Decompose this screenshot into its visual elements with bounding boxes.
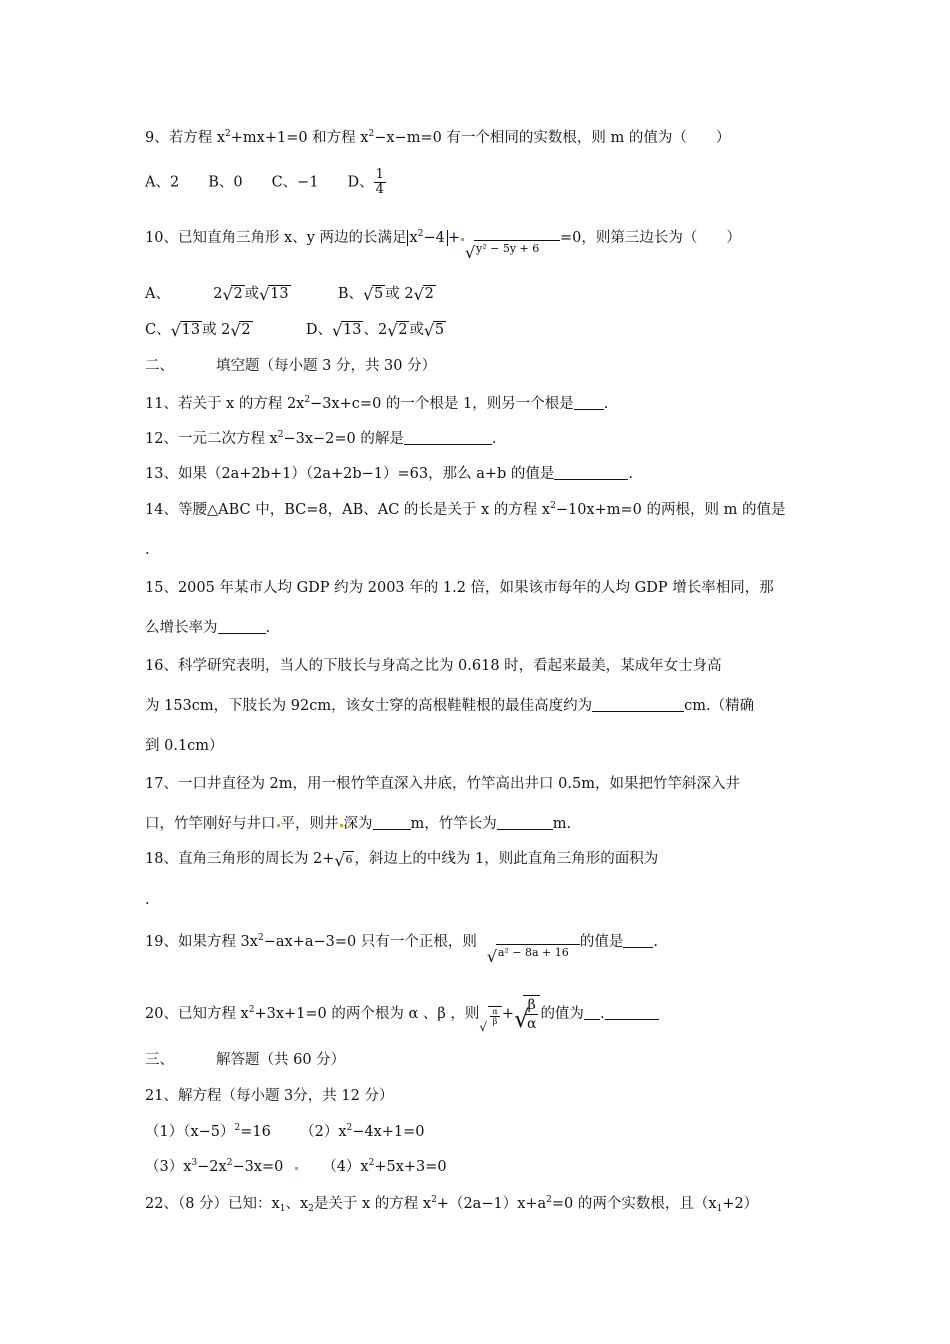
q12-answer-blank[interactable] xyxy=(404,430,492,445)
question-16-line2: 为 153cm，下肢长为 92cm，该女士穿的高根鞋鞋根的最佳高度约为 cm.（精确 xyxy=(145,698,755,714)
q10-option-b-label: B、 xyxy=(337,286,363,302)
section-2-heading xyxy=(145,356,436,376)
q10-abs-value: $x^2-4$ xyxy=(407,230,448,246)
question-10-options-ab: A、 2 √ 2 或 √ 13 B、 √ 5 或 2 √ 2 xyxy=(145,285,434,304)
question-14-end: . xyxy=(145,542,150,558)
question-21-parts-3-4: $(3)x^3-2x^2-3x=0$ $(4)x^2+5x+3=0$ xyxy=(145,1158,447,1175)
question-16-line3: 到 0.1cm） xyxy=(145,738,224,754)
question-11: 11、若关于 x 的方程 $2x^2-3x+c=0$ 的一个根是 1，则另一个根是 . xyxy=(145,395,609,412)
q10-text-b: =0，则第三边长为（ ） xyxy=(560,230,741,246)
q17-length-blank[interactable] xyxy=(497,815,553,830)
q9-options-text: A、2 B、0 C、−1 D、 xyxy=(145,174,374,191)
q10-option-a-label: A、 xyxy=(145,286,170,302)
q15-answer-blank[interactable] xyxy=(218,619,266,634)
q16-answer-blank[interactable] xyxy=(592,697,684,712)
question-21-parts-1-2: $(1)(x-5)^2=16$ $(2)x^2-4x+1=0$ xyxy=(145,1123,425,1140)
section-2-number: 二、 xyxy=(145,358,174,374)
question-15: 15、2005 年某市人均 GDP 约为 2003 年的 1.2 倍，如果该市每年的人均 GDP 增长率相同，那 xyxy=(145,580,774,596)
q10-option-c-label: C、 xyxy=(145,322,171,338)
question-17-line2: 口，竹竿刚好与井口 平，则井 深为 m，竹竿长为 m. xyxy=(145,816,572,832)
question-20: 20、已知方程 $x^2+3x+1=0$ 的两个根为 α 、β ，则 √ $\frac{\alpha}{\beta}$ + √ $\frac{\beta}{\alpha}$ 的值为 . xyxy=(145,994,659,1036)
q9-text-a: 9、若方程 x xyxy=(145,130,226,146)
question-9: 9、若方程 $x^2+mx+1=0$ 和方程 $x^2-x-m=0$ 有一个相同的实数根，则 m 的值为（ ） xyxy=(145,129,731,146)
question-15-line2: 么增长率为 . xyxy=(145,620,271,636)
q10-radical: √ y² − 5y + 6 xyxy=(465,234,560,262)
question-17: 17、一口井直径为 2m，用一根竹竿直深入井底，竹竿高出井口 0.5m，如果把竹竿斜深入井 xyxy=(145,776,740,792)
question-13: 13、如果（2a+2b+1）（2a+2b−1）=63，那么 a+b 的值是 . xyxy=(145,466,634,482)
q13-answer-blank[interactable] xyxy=(554,465,628,480)
q20-answer-blank[interactable] xyxy=(584,1005,600,1020)
section-3-heading xyxy=(145,1050,345,1070)
q20-radical-2: √ $\frac{\beta}{\alpha}$ xyxy=(514,994,540,1034)
section-3-number: 三、 xyxy=(145,1052,174,1068)
question-19: 19、如果方程 $3x^2-ax+a-3=0$ 只有一个正根，则 √ a² − 8a + 16的值是 . xyxy=(145,933,658,966)
question-14: 14、等腰△ABC 中，BC=8，AB、AC 的长是关于 x 的方程 $x^2-10x+m=0$ 的两根，则 m 的值是 xyxy=(145,501,786,518)
question-16: 16、科学研究表明，当人的下肢长与身高之比为 0.618 时，看起来最美，某成年女士身高 xyxy=(145,658,722,674)
question-18: 18、直角三角形的周长为 2+ √ 6 ，斜边上的中线为 1，则此直角三角形的面积为 xyxy=(145,851,659,870)
q19-answer-blank[interactable] xyxy=(623,933,653,948)
q9-text-c: −x−m=0 有一个相同的实数根，则 m 的值为（ ） xyxy=(374,130,731,146)
question-12: 12、一元二次方程 $x^2-3x-2=0$ 的解是 . xyxy=(145,430,497,447)
q9-option-d-fraction: $\frac{1}{4}$ xyxy=(375,167,384,197)
question-9-options xyxy=(145,168,386,197)
question-18-end: . xyxy=(145,892,150,908)
section-2-title: 填空题（每小题 3 分，共 30 分） xyxy=(216,358,437,374)
q10-text-a: 10、已知直角三角形 x、y 两边的长满足 xyxy=(145,230,407,246)
q19-radical: √ a² − 8a + 16 xyxy=(487,938,580,966)
q17-depth-blank[interactable] xyxy=(373,815,411,830)
q20-radical-1: √ $\frac{\alpha}{\beta}$ xyxy=(479,996,501,1036)
q10-option-d-label: D、 xyxy=(305,322,332,338)
q11-answer-blank[interactable] xyxy=(574,395,604,410)
section-3-title: 解答题（共 60 分） xyxy=(216,1052,346,1068)
question-21: 21、解方程（每小题 3分，共 12 分） xyxy=(145,1088,394,1104)
q9-text-b: +mx+1=0 和方程 x xyxy=(230,130,369,146)
question-22: 22、（8 分）已知：$x_1$、$x_2$是关于 x 的方程 $x^2+(2a-1)x+a^2=0$ 的两个实数根，且$(x_1+2)$ xyxy=(145,1195,759,1214)
question-10-options-cd: C、 √ 13 或 2 √ 2 D、 √ 13 、2 √ 2 或 √ 5 xyxy=(145,321,445,340)
question-10: 10、已知直角三角形 x、y 两边的长满足 $x^2-4$ + √ y² − 5y + 6=0，则第三边长为（ ） xyxy=(145,229,741,262)
